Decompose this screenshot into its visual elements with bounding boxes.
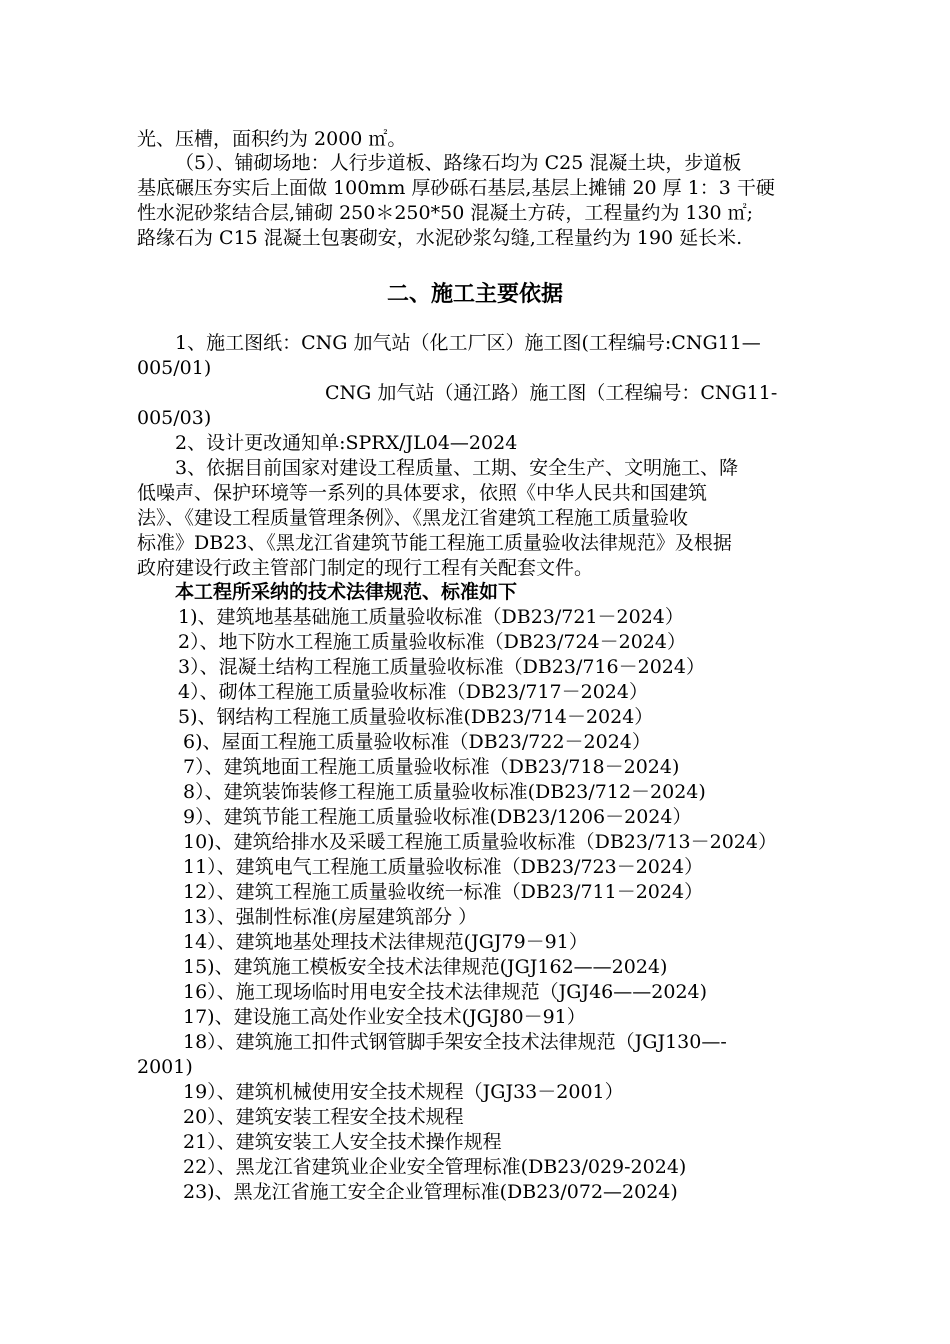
standard-item-21: 21）、建筑安装工人安全技术操作规程 xyxy=(183,1131,502,1153)
intro-line-2: （5）、铺砌场地：人行步道板、路缘石均为 C25 混凝土块，步道板 xyxy=(175,152,742,174)
standard-item-10: 10)、建筑给排水及采暖工程施工质量验收标准（DB23/713－2024） xyxy=(183,831,777,853)
intro-line-5: 路缘石为 C15 混凝土包裹砌安，水泥砂浆勾缝,工程量约为 190 延长米. xyxy=(137,227,743,249)
basis-line-8: 法》、《建设工程质量管理条例》、《黑龙江省建筑工程施工质量验收 xyxy=(137,507,689,529)
standard-item-18: 18）、建筑施工扣件式钢管脚手架安全技术法律规范（JGJ130—- xyxy=(183,1031,727,1053)
standard-item-2: 2）、地下防水工程施工质量验收标准（DB23/724－2024） xyxy=(178,631,686,653)
standard-item-16: 16）、施工现场临时用电安全技术法律规范（JGJ46——2024) xyxy=(183,981,708,1003)
section-heading: 二、施工主要依据 xyxy=(386,282,563,307)
standard-item-12: 12）、建筑工程施工质量验收统一标准（DB23/711－2024） xyxy=(183,881,704,903)
intro-line-1: 光、压槽，面积约为 2000 ㎡。 xyxy=(137,128,407,150)
basis-line-7: 低噪声、保护环境等一系列的具体要求，依照《中华人民共和国建筑 xyxy=(137,482,708,504)
standard-item-18-cont: 2001) xyxy=(137,1056,193,1078)
standard-item-4: 4）、砌体工程施工质量验收标准（DB23/717－2024） xyxy=(178,681,648,703)
standard-item-7: 7）、建筑地面工程施工质量验收标准（DB23/718－2024) xyxy=(183,756,680,778)
standard-item-22: 22）、黑龙江省建筑业企业安全管理标准(DB23/029-2024) xyxy=(183,1156,687,1178)
intro-line-3: 基底碾压夯实后上面做 100mm 厚砂砾石基层,基层上摊铺 20 厚 1：3 干硬 xyxy=(137,177,775,199)
intro-line-4: 性水泥砂浆结合层,铺砌 250＊250*50 混凝土方砖，工程量约为 130 ㎡; xyxy=(137,202,754,224)
basis-line-1: 1、施工图纸：CNG 加气站（化工厂区）施工图(工程编号:CNG11— xyxy=(175,332,761,354)
basis-line-5: 2、设计更改通知单:SPRX/JL04—2024 xyxy=(175,432,518,454)
standard-item-19: 19）、建筑机械使用安全技术规程（JGJ33－2001） xyxy=(183,1081,624,1103)
basis-line-3: CNG 加气站（通江路）施工图（工程编号：CNG11- xyxy=(325,382,778,404)
standard-item-11: 11）、建筑电气工程施工质量验收标准（DB23/723－2024） xyxy=(183,856,704,878)
basis-line-9: 标准》DB23、《黑龙江省建筑节能工程施工质量验收法律规范》及根据 xyxy=(137,532,732,554)
basis-line-4: 005/03) xyxy=(137,407,212,429)
standards-subheading: 本工程所采纳的技术法律规范、标准如下 xyxy=(175,581,518,603)
standard-item-17: 17)、建设施工高处作业安全技术(JGJ80－91） xyxy=(183,1006,586,1028)
standard-item-1: 1)、建筑地基基础施工质量验收标准（DB23/721－2024） xyxy=(178,606,684,628)
standard-item-13: 13）、强制性标准(房屋建筑部分 ） xyxy=(183,906,478,928)
basis-line-2: 005/01) xyxy=(137,357,212,379)
standard-item-23: 23)、黑龙江省施工安全企业管理标准(DB23/072—2024) xyxy=(183,1181,678,1203)
standard-item-20: 20）、建筑安装工程安全技术规程 xyxy=(183,1106,464,1128)
standard-item-3: 3）、混凝土结构工程施工质量验收标准（DB23/716－2024） xyxy=(178,656,705,678)
standard-item-5: 5)、钢结构工程施工质量验收标准(DB23/714－2024） xyxy=(178,706,654,728)
standard-item-15: 15)、建筑施工模板安全技术法律规范(JGJ162——2024) xyxy=(183,956,668,978)
basis-line-6: 3、依据目前国家对建设工程质量、工期、安全生产、文明施工、降 xyxy=(175,457,739,479)
standard-item-6: 6)、屋面工程施工质量验收标准（DB23/722－2024） xyxy=(183,731,651,753)
basis-line-10: 政府建设行政主管部门制定的现行工程有关配套文件。 xyxy=(137,557,594,579)
standard-item-14: 14）、建筑地基处理技术法律规范(JGJ79－91） xyxy=(183,931,588,953)
standard-item-8: 8）、建筑装饰装修工程施工质量验收标准(DB23/712－2024) xyxy=(183,781,706,803)
standard-item-9: 9）、建筑节能工程施工质量验收标准(DB23/1206－2024） xyxy=(183,806,692,828)
